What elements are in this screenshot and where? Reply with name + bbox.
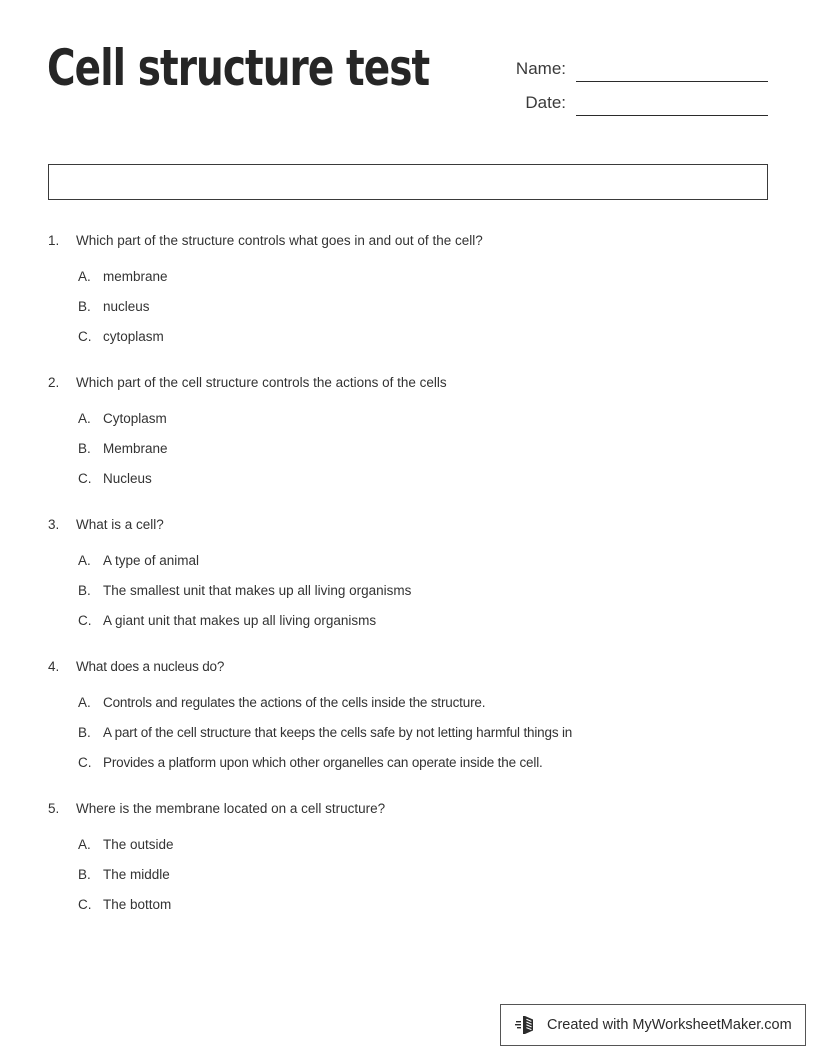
date-field-row [496,82,768,116]
question-number: 5. [48,801,60,816]
date-label: Date: [525,93,566,112]
instructions-box[interactable] [48,164,768,200]
option-item[interactable] [78,439,778,458]
option-text: cytoplasm [103,329,164,344]
option-letter: C. [78,471,92,486]
question-heading [48,373,778,392]
option-text: The bottom [103,897,172,912]
option-item[interactable] [78,835,778,854]
option-item[interactable] [78,409,778,428]
question-item [48,231,778,346]
student-info-fields [496,48,768,116]
option-list [48,835,778,914]
option-item[interactable] [78,267,778,286]
question-heading [48,515,778,534]
question-text: Which part of the structure controls what goes in and out of the cell? [76,233,483,248]
question-number: 3. [48,517,60,532]
option-text: Membrane [103,441,168,456]
option-text: Provides a platform upon which other organelles can operate inside the cell. [103,755,543,770]
question-text: Where is the membrane located on a cell structure? [76,801,386,816]
option-item[interactable] [78,865,778,884]
question-item [48,373,778,488]
option-list [48,409,778,488]
option-text: The smallest unit that makes up all living organisms [103,583,412,598]
question-list [48,231,778,941]
question-item [48,657,778,772]
option-item[interactable] [78,895,778,914]
name-label: Name: [515,59,566,78]
option-letter: A. [78,269,91,284]
question-text: What does a nucleus do? [76,659,225,674]
page-title: Cell structure test [47,39,430,97]
option-text: nucleus [103,299,150,314]
question-number: 2. [48,375,60,390]
question-heading [48,657,778,676]
option-letter: B. [78,441,91,456]
question-number: 1. [48,233,60,248]
option-letter: B. [78,725,91,740]
badge-label: Created with MyWorksheetMaker.com [547,1017,792,1033]
option-letter: A. [78,411,91,426]
option-item[interactable] [78,551,778,570]
option-item[interactable] [78,753,778,772]
option-letter: A. [78,837,91,852]
option-text: A part of the cell structure that keeps the cells safe by not letting harmful things in [103,725,573,740]
option-text: A giant unit that makes up all living organisms [103,613,377,628]
option-text: The outside [103,837,174,852]
option-item[interactable] [78,297,778,316]
question-heading [48,231,778,250]
worksheet-header [47,40,768,130]
option-item[interactable] [78,723,778,742]
option-text: Controls and regulates the actions of the cells inside the structure. [103,695,486,710]
question-number: 4. [48,659,60,674]
option-text: membrane [103,269,168,284]
option-text: Nucleus [103,471,152,486]
question-text: What is a cell? [76,517,164,532]
option-letter: C. [78,329,92,344]
date-input-line[interactable] [576,93,768,116]
name-field-row [496,48,768,82]
option-text: Cytoplasm [103,411,167,426]
option-text: A type of animal [103,553,200,568]
option-text: The middle [103,867,170,882]
option-letter: A. [78,695,91,710]
option-list [48,551,778,630]
name-input-line[interactable] [576,59,768,82]
question-text: Which part of the cell structure controls the actions of the cells [76,375,447,390]
option-letter: B. [78,867,91,882]
option-letter: A. [78,553,91,568]
question-item [48,799,778,914]
worksheet-maker-logo-icon [515,1013,539,1037]
option-list [48,693,778,772]
option-item[interactable] [78,693,778,712]
option-list [48,267,778,346]
question-heading [48,799,778,818]
option-item[interactable] [78,611,778,630]
option-letter: C. [78,897,92,912]
option-letter: C. [78,613,92,628]
option-item[interactable] [78,581,778,600]
option-item[interactable] [78,469,778,488]
created-with-badge[interactable] [500,1004,806,1046]
option-letter: C. [78,755,92,770]
question-item [48,515,778,630]
option-letter: B. [78,299,91,314]
option-item[interactable] [78,327,778,346]
option-letter: B. [78,583,91,598]
